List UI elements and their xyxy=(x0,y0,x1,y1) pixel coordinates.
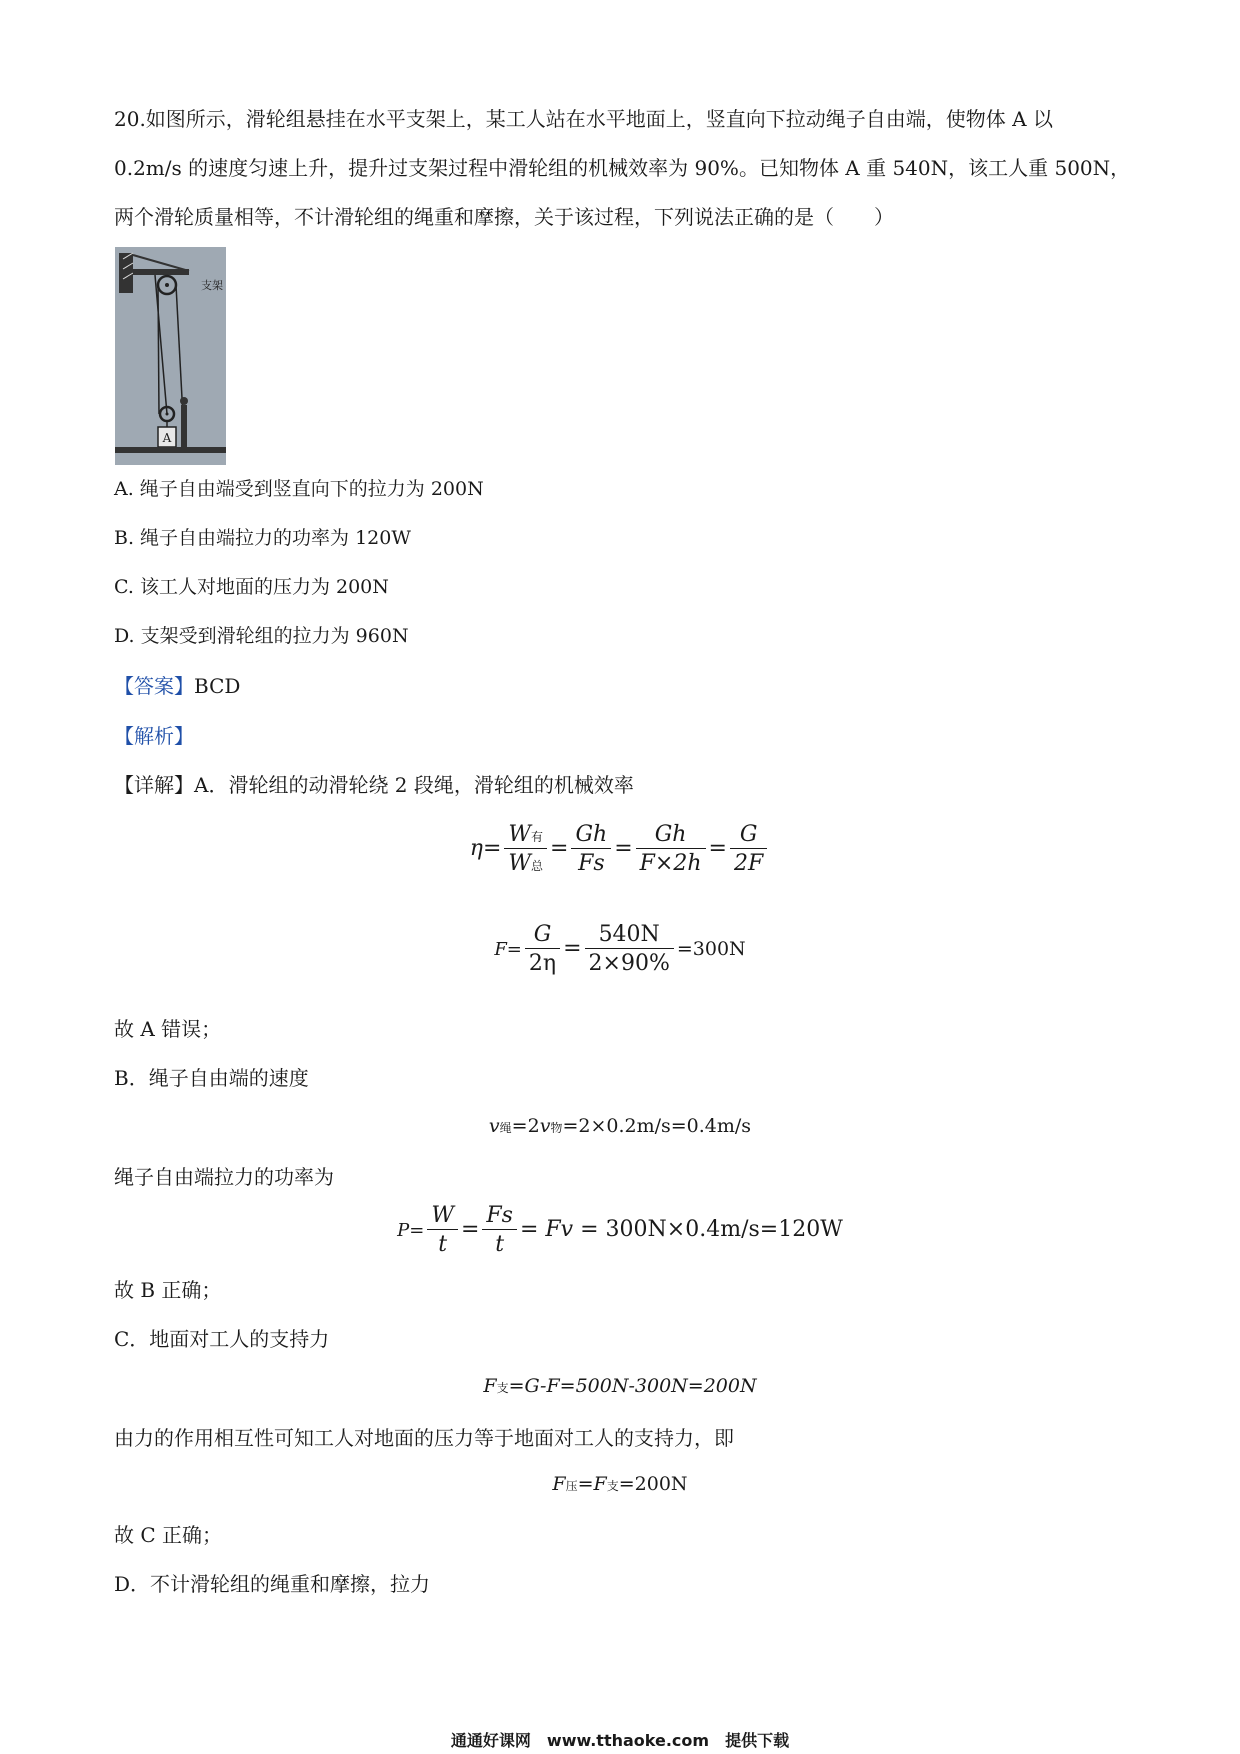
c-intro: C．地面对工人的支持力 xyxy=(114,1327,330,1351)
c-conclusion: 故 C 正确； xyxy=(114,1523,223,1547)
eq5-sub: 支 xyxy=(496,1381,509,1395)
eq2-g: G xyxy=(525,922,560,949)
eq4-frac-fs-t xyxy=(482,1203,517,1257)
eq4-frac-w-t xyxy=(427,1203,458,1257)
eq1-g: G xyxy=(730,822,767,849)
eq2-den: 2×90% xyxy=(588,951,670,976)
eq6-mid: =F xyxy=(577,1473,607,1495)
eq2-eq: = xyxy=(563,936,582,961)
eq2-f: F= xyxy=(494,939,522,960)
eq5-f: F xyxy=(483,1375,497,1397)
question-line-2: 0.2m/s 的速度匀速上升，提升过支架过程中滑轮组的机械效率为 90%。已知物体 A 重 540N，该工人重 500N， xyxy=(114,156,1131,180)
eq1-w-den-sub: 总 xyxy=(531,859,544,873)
eq1-w-num-sub: 有 xyxy=(531,830,544,844)
b-power-text: 绳子自由端拉力的功率为 xyxy=(114,1165,334,1189)
a-conclusion: 故 A 错误； xyxy=(114,1017,222,1041)
eq4-t-2: t xyxy=(495,1232,505,1257)
answer-line xyxy=(114,672,240,700)
question-line-1: 20.如图所示，滑轮组悬挂在水平支架上，某工人站在水平地面上，竖直向下拉动绳子自由端，使物体 A 以 xyxy=(114,107,1053,131)
equation-efficiency xyxy=(0,822,1240,876)
answer-value: BCD xyxy=(194,674,241,698)
eq6-sub2: 支 xyxy=(606,1479,619,1493)
eq6-f1: F xyxy=(552,1473,566,1495)
option-d: D. 支架受到滑轮组的拉力为 960N xyxy=(114,625,409,647)
footer-credit: 通通好课网 www.tthaoke.com 提供下载 xyxy=(450,1731,790,1750)
eq1-frac-gh-f2h xyxy=(636,822,706,876)
eq3-v2: v xyxy=(539,1115,551,1137)
eq1-2f: 2F xyxy=(733,851,764,876)
d-intro: D．不计滑轮组的绳重和摩擦，拉力 xyxy=(114,1572,431,1596)
eq6-sub1: 压 xyxy=(565,1479,578,1493)
eq4-w: W xyxy=(427,1203,458,1230)
equation-velocity xyxy=(0,1115,1240,1137)
eq1-frac-gh-fs xyxy=(571,822,611,876)
eq3-rest: =2×0.2m/s=0.4m/s xyxy=(562,1115,752,1137)
eq1-w-num: W xyxy=(508,822,532,847)
eq4-eq-2: = xyxy=(519,1217,539,1242)
analysis-line xyxy=(114,722,194,750)
equation-support xyxy=(0,1375,1240,1397)
answer-tag: 【答案】 xyxy=(114,674,194,698)
option-c: C. 该工人对地面的压力为 200N xyxy=(114,576,389,598)
eq1-eq-3: = xyxy=(708,836,727,861)
eq1-gh: Gh xyxy=(571,822,611,849)
eq1-eq-1: = xyxy=(550,836,569,861)
eq2-frac-g xyxy=(525,922,560,976)
detail-a-intro xyxy=(114,771,634,799)
eq1-eta: η= xyxy=(469,836,502,861)
eq4-fv: Fv xyxy=(545,1217,574,1242)
bracket-label: 支架 xyxy=(201,279,223,292)
eq6-rest: =200N xyxy=(618,1473,688,1495)
eq5-rest: =G-F=500N-300N=200N xyxy=(508,1375,757,1397)
option-b: B. 绳子自由端拉力的功率为 120W xyxy=(114,527,411,549)
eq2-result: =300N xyxy=(676,938,746,960)
b-intro: B．绳子自由端的速度 xyxy=(114,1066,309,1090)
equation-force xyxy=(0,922,1240,976)
option-a: A. 绳子自由端受到竖直向下的拉力为 200N xyxy=(114,478,484,500)
pulley-figure xyxy=(115,247,226,465)
eq1-frac-g-2f xyxy=(730,822,767,876)
eq4-fs: Fs xyxy=(482,1203,517,1230)
eq1-frac-w xyxy=(504,822,547,876)
eq1-w-den: W xyxy=(508,851,532,876)
eq4-eq-1: = xyxy=(460,1217,480,1242)
eq1-fx2h: F×2h xyxy=(639,851,702,876)
eq4-rest: = 300N×0.4m/s=120W xyxy=(580,1217,843,1242)
eq1-fs: Fs xyxy=(578,851,605,876)
eq2-2eta: 2η xyxy=(528,951,557,976)
eq2-frac-num xyxy=(585,922,674,976)
detail-tag: 【详解】 xyxy=(114,773,194,797)
eq2-num: 540N xyxy=(585,922,674,949)
eq3-v1: v xyxy=(488,1115,500,1137)
eq1-eq-2: = xyxy=(614,836,633,861)
analysis-tag: 【解析】 xyxy=(114,724,194,748)
eq3-sub2: 物 xyxy=(550,1121,563,1135)
equation-power xyxy=(0,1203,1240,1257)
c-text: 由力的作用相互性可知工人对地面的压力等于地面对工人的支持力，即 xyxy=(114,1426,734,1450)
object-label: A xyxy=(162,431,172,445)
detail-a-text: A．滑轮组的动滑轮绕 2 段绳，滑轮组的机械效率 xyxy=(194,773,634,797)
question-line-3: 两个滑轮质量相等，不计滑轮组的绳重和摩擦，关于该过程，下列说法正确的是（ ） xyxy=(114,205,894,229)
eq3-mid: =2 xyxy=(511,1115,540,1137)
eq4-p: P= xyxy=(397,1220,425,1241)
eq1-gh-2: Gh xyxy=(636,822,706,849)
equation-pressure xyxy=(0,1473,1240,1495)
eq4-t: t xyxy=(438,1232,448,1257)
eq3-sub1: 绳 xyxy=(499,1121,512,1135)
b-conclusion: 故 B 正确； xyxy=(114,1278,222,1302)
